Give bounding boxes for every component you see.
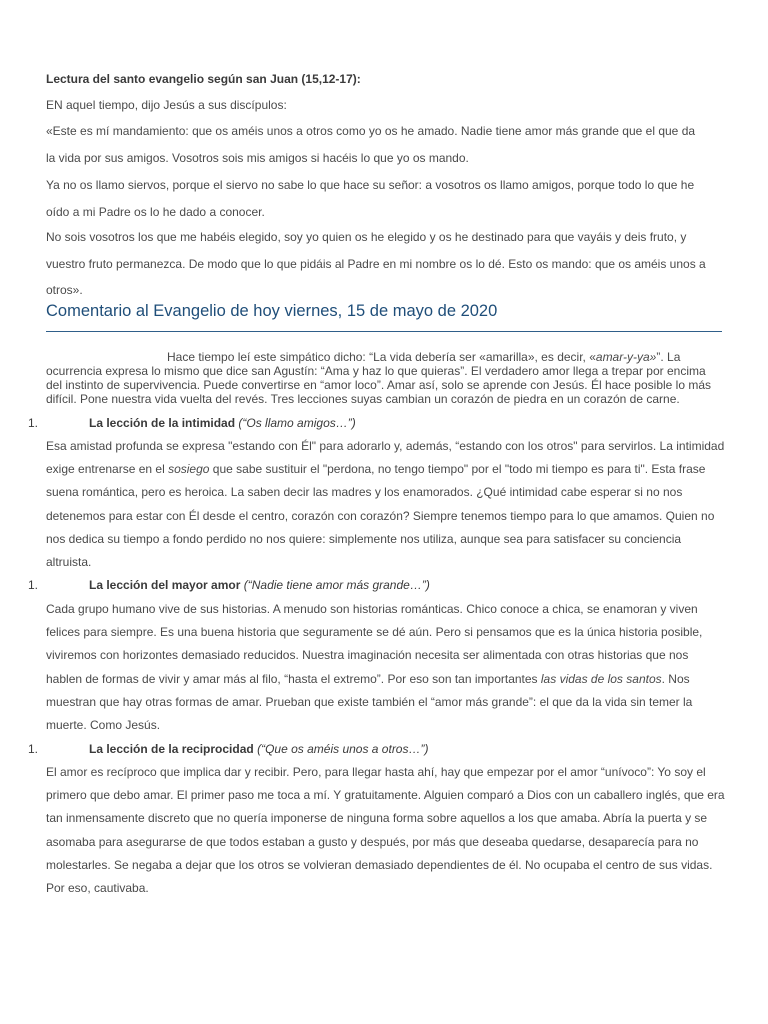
lesson-paragraph-3: El amor es recíproco que implica dar y recibir. Pero, para llegar hasta ahí, hay que empezar por el amor “unívoco”: Yo soy el primero que debo amar. El primer paso me toca a mí. Y gratuitamente. Alguien comparó a Dios con un caballero inglés, que era tan inmensamente discreto que no quería imponerse de ninguna forma sobre aquellos a los que amaba. Abría la puerta y se asomaba para asegurarse de que todos estaban a gusto y después, por más que deseaba quedarse, desaparecía para no molestarles. Se negaba a dejar que los otros se volvieran demasiado dependientes de él. No ocupaba el centro de sus vidas. Por eso, cautivaba.	[46, 765, 725, 896]
lesson-paragraph-1: Esa amistad profunda se expresa "estando con Él" para adorarlo y, además, “estando con los otros" para servirlos. La intimidad exige entrenarse en el sosiego que sabe sustituir el "perdona, no tengo tiempo" por el "todo mi tiempo es para ti". Esta frase suena romántica, pero es heroica. La saben decir las madres y los enamorados. ¿Qué intimidad cabe esperar si no nos detenemos para estar con Él desde el centro, corazón con corazón? Siempre tenemos tiempo para lo que amamos. Quien no nos dedica su tiempo a fondo perdido no nos quiere: simplemente nos utiliza, aunque sea para satisfacer su conciencia altruista.	[46, 439, 725, 570]
lesson-title: La lección de la intimidad (“Os llamo amigos…”)	[89, 416, 356, 430]
lesson-heading-1	[0, 414, 740, 432]
lesson-paragraph-2: Cada grupo humano vive de sus historias. A menudo son historias románticas. Chico conoce a chica, se enamoran y viven felices para siempre. Es una buena historia que seguramente se dé aún. Pero si pensamos que es la única historia posible, viviremos con horizontes demasiado reducidos. Nuestra imaginación necesita ser alimentada con otras historias que nos hablen de formas de vivir y amar más al filo, “hasta el extremo”. Por eso son tan importantes las vidas de los santos. Nos muestran que hay otras formas de amar. Prueban que existe también el “amor más grande”: el que da la vida sin temer la muerte. Como Jesús.	[46, 602, 703, 733]
reading-paragraph-2: «Este es mí mandamiento: que os améis unos a otros como yo os he amado. Nadie tiene amor más grande que el que da la vida por sus amigos. Vosotros sois mis amigos si hacéis lo que yo os mando.	[46, 124, 696, 165]
intro-text-a: Hace tiempo leí este simpático dicho: “La vida debería ser «amarilla», es decir, «	[167, 350, 596, 364]
lesson-title: La lección del mayor amor (“Nadie tiene amor más grande…”)	[89, 578, 430, 592]
lesson-number: 1.	[28, 416, 39, 430]
reading-paragraph-3: Ya no os llamo siervos, porque el siervo no sabe lo que hace su señor: a vosotros os llamo amigos, porque todo lo que he oído a mi Padre os lo he dado a conocer.	[46, 178, 695, 219]
intro-italic: amar-y-ya»	[595, 350, 657, 364]
lesson-number: 1.	[28, 742, 39, 756]
reading-paragraph-4: No sois vosotros los que me habéis elegido, soy yo quien os he elegido y os he destinado para que vayáis y deis fruto, y vuestro fruto permanezca. De modo que lo que pidáis al Padre en mi nombre os lo dé. Esto os mando: que os améis unos a otros».	[46, 230, 706, 297]
lesson-heading-3	[0, 740, 740, 758]
lesson-heading-2	[0, 576, 740, 594]
reading-paragraph-1: EN aquel tiempo, dijo Jesús a sus discípulos:	[46, 98, 287, 112]
lesson-title: La lección de la reciprocidad (“Que os améis unos a otros…”)	[89, 742, 429, 756]
intro-text-b: ”. La ocurrencia expresa lo mismo que dice san Agustín: “Ama y haz lo que quieras”. El verdadero amor llega a trepar por encima del instinto de supervivencia. Puede convertirse en “amor loco”. Amar así, solo se aprende con Jesús. Él hace posible lo más difícil. Pone nuestra vida vuelta del revés. Tres lecciones suyas cambian un corazón de piedra en un corazón de carne.	[46, 350, 712, 406]
reading-heading: Lectura del santo evangelio según san Juan (15,12-17):	[46, 72, 361, 86]
commentary-intro	[46, 350, 722, 406]
commentary-title: Comentario al Evangelio de hoy viernes, 15 de mayo de 2020	[46, 302, 498, 320]
title-divider	[46, 331, 722, 332]
lesson-number: 1.	[28, 578, 39, 592]
